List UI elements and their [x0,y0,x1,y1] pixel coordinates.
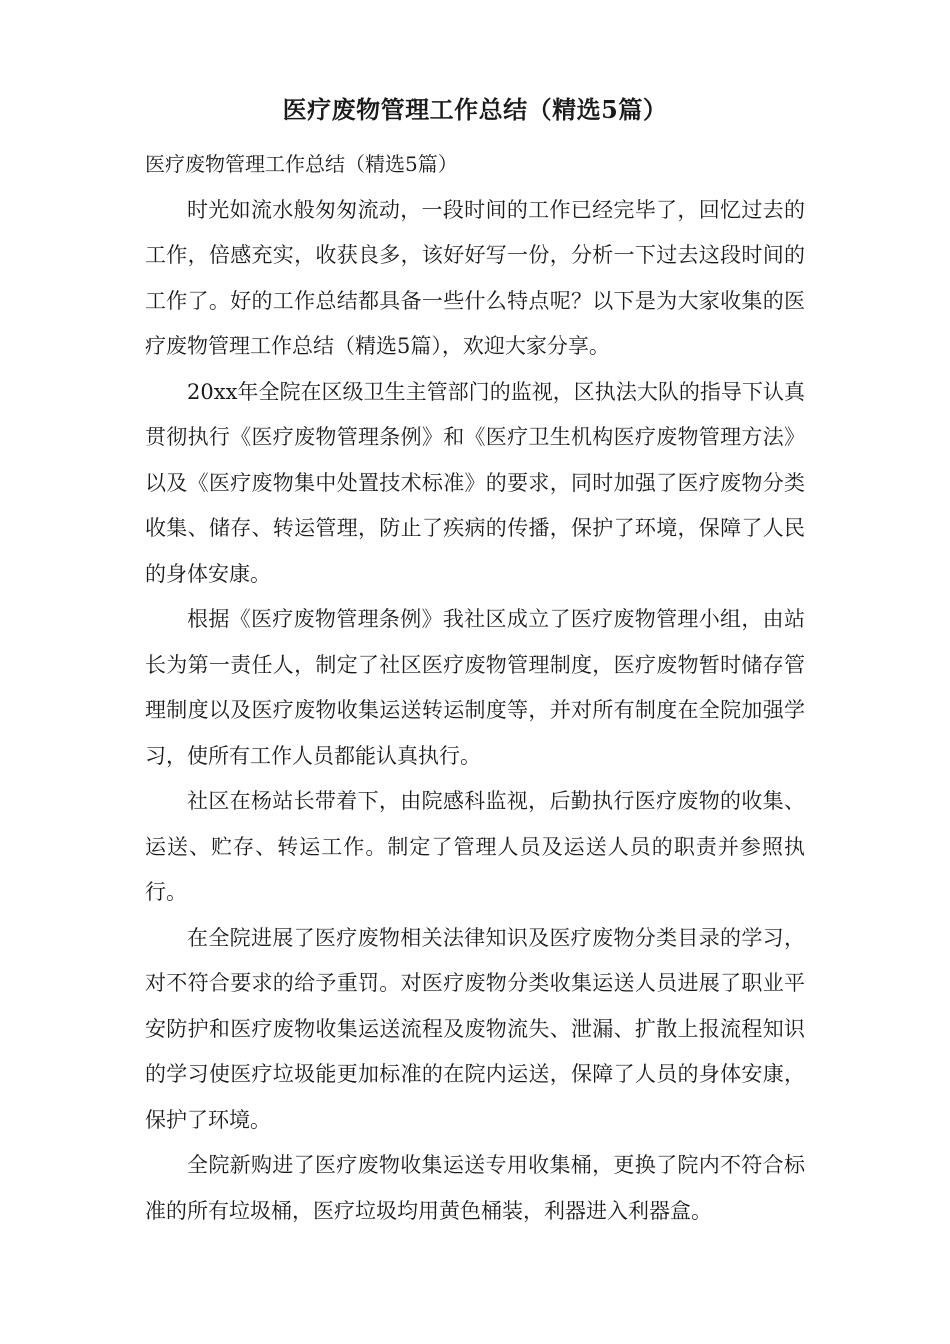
paragraph-responsibilities: 社区在杨站长带着下，由院感科监视，后勤执行医疗废物的收集、运送、贮存、转运工作。制定了管理人员及运送人员的职责并参照执行。 [145,789,805,904]
document-title: 医疗废物管理工作总结（精选5篇） [282,95,668,124]
paragraph-overview: 20xx年全院在区级卫生主管部门的监视，区执法大队的指导下认真贯彻执行《医疗废物管理条例》和《医疗卫生机构医疗废物管理方法》以及《医疗废物集中处置技术标准》的要求，同时加强了医疗废物分类收集、储存、转运管理，防止了疾病的传播，保护了环境，保障了人民的身体安康。 [145,379,805,586]
document-body [145,142,805,1234]
paragraph-management-group: 根据《医疗废物管理条例》我社区成立了医疗废物管理小组，由站长为第一责任人，制定了社区医疗废物管理制度，医疗废物暂时储存管理制度以及医疗废物收集运送转运制度等，并对所有制度在全院加强学习，使所有工作人员都能认真执行。 [145,607,805,768]
paragraph-intro: 时光如流水般匆匆流动，一段时间的工作已经完毕了，回忆过去的工作，倍感充实，收获良多，该好好写一份，分析一下过去这段时间的工作了。好的工作总结都具备一些什么特点呢？以下是为大家收集的医疗废物管理工作总结（精选5篇），欢迎大家分享。 [145,197,805,358]
document-subtitle: 医疗废物管理工作总结（精选5篇） [145,152,458,176]
paragraph-equipment: 全院新购进了医疗废物收集运送专用收集桶，更换了院内不符合标准的所有垃圾桶，医疗垃圾均用黄色桶装，利器进入利器盒。 [145,1153,805,1223]
paragraph-training: 在全院进展了医疗废物相关法律知识及医疗废物分类目录的学习，对不符合要求的给予重罚。对医疗废物分类收集运送人员进展了职业平安防护和医疗废物收集运送流程及废物流失、泄漏、扩散上报流程知识的学习使医疗垃圾能更加标准的在院内运送，保障了人员的身体安康，保护了环境。 [145,925,805,1132]
